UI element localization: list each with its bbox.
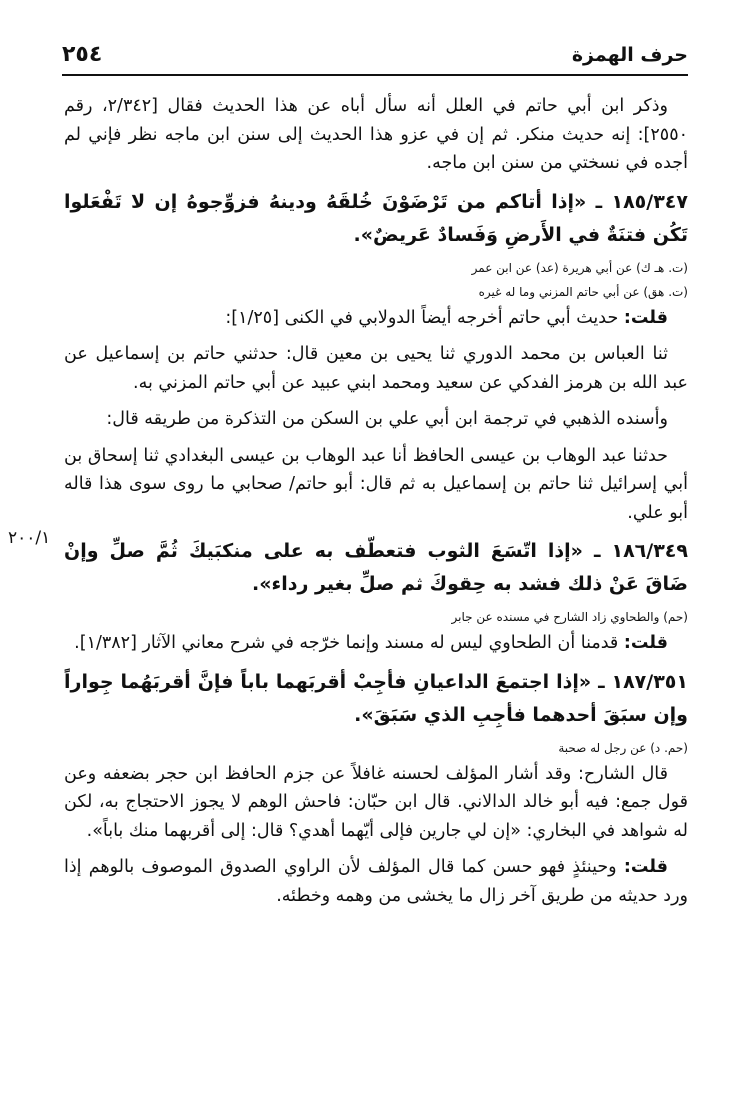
chapter-title: حرف الهمزة [571,44,688,66]
paragraph: وأسنده الذهبي في ترجمة ابن أبي علي بن السكن من التذكرة من طريقه قال: [106,409,668,429]
margin-folio-note: ٢٠٠/١ [8,528,51,548]
source-note: (ت. هق) عن أبي حاتم المزني وما له غيره [478,284,688,299]
paragraph: قال الشارح: وقد أشار المؤلف لحسنه غافلاً عن جزم الحافظ ابن حجر بضعفه وعن قول جمع: فيه أبو خالد الدالاني. قال ابن حبّان: فاحش الوهم لا يجوز الاحتجاج به، لكن له شواهد في البخاري: «إن لي جارين فإلى أيّهما أهدي؟ قال: إلى أقربهما منك باباً». [64,763,688,841]
hadith-text: ١٨٧/٣٥١ ـ «إذا اجتمعَ الداعيانِ فأجِبْ أقربَهما باباً فإنَّ أقربَهُما جِواراً وإن سبَقَ أحدهما فأجِبِ الذي سَبَقَ». [64,670,688,726]
source-note: (ت. هـ ك) عن أبي هريرة (عد) عن ابن عمر [471,260,688,275]
qult-label: قلت: [623,307,668,328]
qult-label: قلت: [623,633,668,653]
commentary-paragraph [64,629,688,658]
paragraph: حدثنا عبد الوهاب بن عيسى الحافظ أنا عبد الوهاب بن عيسى البغدادي ثنا إسحاق بن أبي إسرائيل ثنا حاتم بن إسماعيل به ثم قال: أبو حاتم/ صحابي ما روى سوى هذا قاله أبو علي. [64,445,688,523]
qult-label: قلت: [623,857,668,877]
commentary-paragraph [64,304,688,333]
hadith-text: ١٨٥/٣٤٧ ـ «إذا أتاكم من تَرْضَوْنَ خُلقَهُ ودينهُ فزوِّجوهُ إن لا تَفْعَلوا تَكُن فتنَةٌ في الأَرضِ وَفَسادٌ عَريضٌ». [64,190,688,246]
paragraph: ثنا العباس بن محمد الدوري ثنا يحيى بن معين قال: حدثني حاتم بن إسماعيل عن عبد الله بن هرمز الفدكي عن سعيد ومحمد ابني عبيد عن أبي حاتم المزني به. [64,344,688,393]
commentary-text: قدمنا أن الطحاوي ليس له مسند وإنما خرّجه في شرح معاني الآثار [١/٣٨٢]. [74,633,624,653]
commentary-text: وحينئذٍ فهو حسن كما قال المؤلف لأن الراوي الصدوق الموصوف بالوهم إذا ورد حديثه من طريق آخر زال ما يخشى من وهمه وخطئه. [64,857,688,906]
commentary-paragraph [64,853,688,910]
commentary-text: حديث أبي حاتم أخرجه أيضاً الدولابي في الكنى [١/٢٥]: [225,307,624,328]
page-number: ٢٥٤ [62,42,103,67]
source-note: (حم) والطحاوي زاد الشارح في مسنده عن جابر [451,610,688,624]
source-note: (حم. د) عن رجل له صحبة [558,740,688,755]
paragraph: وذكر ابن أبي حاتم في العلل أنه سأل أباه عن هذا الحديث فقال [٢/٣٤٢، رقم ٢٥٥٠]: إنه حديث منكر. ثم إن في عزو هذا الحديث إلى سنن ابن ماجه نظر فإني لم أجده في نسختي من سنن ابن ماجه. [64,96,688,173]
page-header [62,40,688,76]
hadith-text: ١٨٦/٣٤٩ ـ «إذا اتّسَعَ الثوب فتعطّف به على منكبَيكَ ثُمَّ صلِّ وإنْ ضَاقَ عَنْ ذلك فشد به حِقوكَ ثم صلِّ بغير رداء». [64,540,688,595]
page-body [64,92,688,918]
